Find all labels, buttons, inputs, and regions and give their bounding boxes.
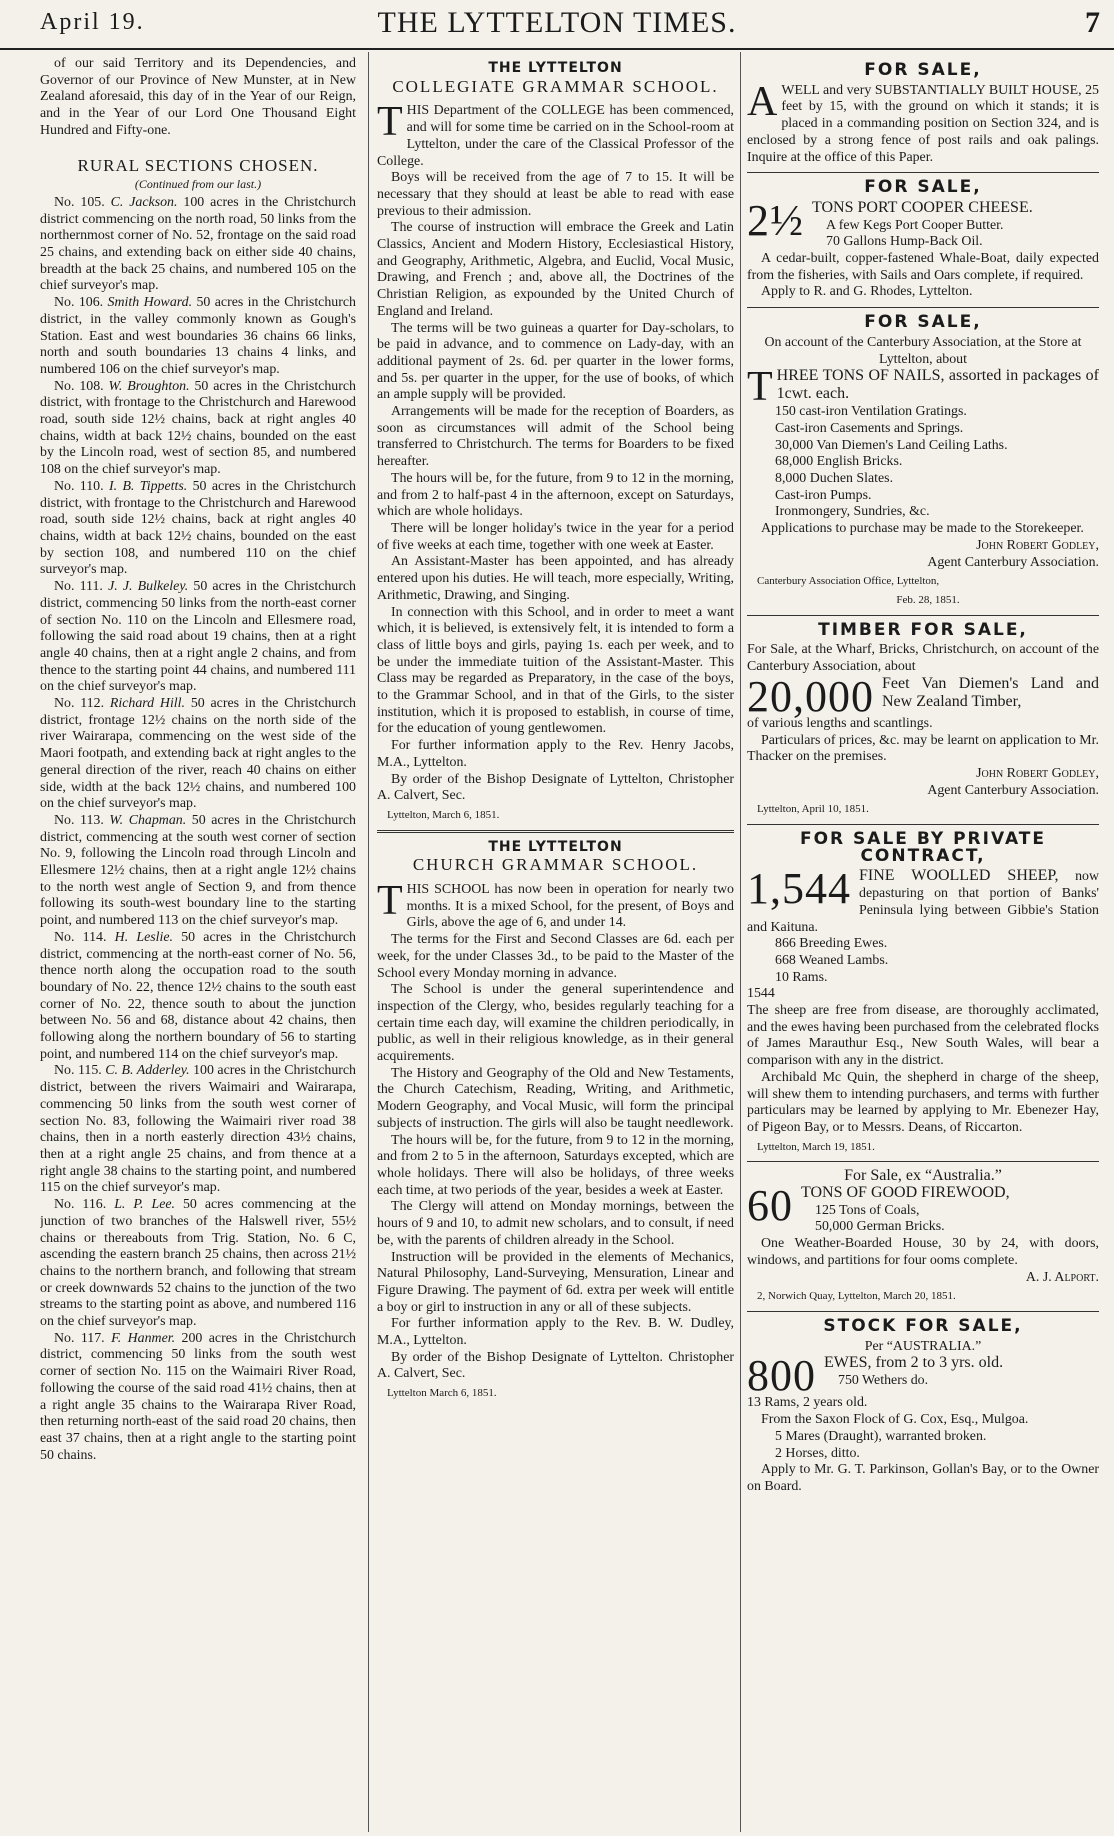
collegiate-para: By order of the Bishop Designate of Lyttelton, Christopher A. Calvert, Sec.	[377, 771, 734, 804]
collegiate-para: Arrangements will be made for the reception of Boarders, as soon as circumstances will admit of the School being transferred to Christchurch. The terms for Boarders to be fixed hereafter.	[377, 404, 734, 470]
section-owner: Richard Hill.	[109, 696, 185, 712]
column-1	[40, 56, 356, 1832]
ad-heading: For Sale, ex “Australia.”	[844, 1167, 1002, 1185]
church-para: Instruction will be provided in the elements of Mechanics, Natural Philosophy, Land-Surveying, Mensuration, Linear and Figure Drawing. The payment of 6d. extra per week will entitle a boy or girl to instruction in any or all of these subjects.	[377, 1249, 734, 1315]
ad-apply: Apply to Mr. G. T. Parkinson, Gollan's Bay, or to the Owner on Board.	[747, 1462, 1099, 1494]
section-description: 50 acres commencing at the junction of two branches of the Halswell river, 55½ chains or thereabouts from Trig. Station, No. 6 C, ascending the eastern branch 25 chains, then across 21½ chains to the northern branch, and following that stream or creek downwards 52 chains to the junction of the two streams to the starting point as above, and numbered 116 on the chief surveyor's map.	[40, 1197, 356, 1330]
church-para: HIS SCHOOL has now been in operation for nearly two months. It is a mixed School, for the present, of Boys and Girls, above the age of 6, and under 14.	[406, 882, 734, 931]
ad-text: Particulars of prices, &c. may be learnt on application to Mr. Thacker on the premises.	[747, 732, 1099, 765]
ad-item-list	[747, 936, 1099, 986]
church-para: The School is under the general superintendence and inspection of the Clergy, who, besides regularly teaching for a certain time each day, will examine the children periodically, in public, as well in their religious knowledge, as in their general acquirements.	[377, 982, 734, 1065]
rural-section-entry	[40, 813, 356, 930]
ad-date: Feb. 28, 1851.	[896, 593, 960, 606]
ad-line: 13 Rams, 2 years old.	[747, 1395, 868, 1411]
ad-text: Archibald Mc Quin, the shepherd in charge of the sheep, will shew them to intending purchasers, and terms with further particulars may be learned by applying to Mr. Ebenezer Hay, of Pigeon Bay, or to Messrs. Deans, of Riccarton.	[747, 1069, 1099, 1135]
ad-rule	[747, 172, 1099, 173]
section-number: No. 117.	[54, 1330, 105, 1346]
ad-line: HREE TONS OF NAILS, assorted in packages of 1cwt. each.	[776, 367, 1099, 402]
collegiate-para: An Assistant-Master has been appointed, and has already entered upon his duties. He will teach, more especially, Writing, Arithmetic, Drawing, and Singing.	[377, 554, 734, 603]
ad-text: The sheep are free from disease, are thoroughly acclimated, and the ewes having been purchased from the celebrated flocks of James Marauthur Esq., New South Wales, will bear a comparison with any in the district.	[747, 1003, 1099, 1069]
masthead	[0, 0, 1114, 50]
church-para: The hours will be, for the future, from 9 to 12 in the morning, and from 2 to 5 in the afternoon, Saturdays excepted, which are whole holidays. There will also be holidays, of three weeks each time, at two periods of the year, besides a week at Easter.	[377, 1132, 734, 1198]
ad-item: Ironmongery, Sundries, &c.	[775, 504, 930, 520]
column-2	[377, 56, 734, 1832]
section-description: 50 acres in the Christchurch district, commencing 50 links from the north-east corner of section No. 110 on the Lincoln and Ellesmere road, following the said road about 19 chains, then at a right angle 40 chains, then at a right angle 2 chains, and from thence to the starting point 44 chains, and numbered 111 on the chief surveyor's map.	[40, 579, 356, 695]
section-owner: I. B. Tippetts.	[108, 478, 188, 494]
section-description: 50 acres in the Christchurch district, frontage 12½ chains on the north side of the river Wairarapa, commencing on the west side of the Maori footpath, and extending back at right angles to the general direction of the river, reach 40 chains on either side, width at the back 12½ chains, and numbered 100 on the chief surveyor's map.	[40, 696, 356, 812]
proclamation-text: of our said Territory and its Dependencies, and Governor of our Province of New Munster, at in New Zealand aforesaid, this day of in the Year of our Reign, and in the Year of our Lord One Thousand Eight Hundred and Fifty-one.	[40, 56, 356, 138]
big-number: 20,000	[747, 671, 874, 721]
ad-date: Lyttelton, March 19, 1851.	[757, 1140, 875, 1153]
page-number: 7	[1085, 6, 1100, 39]
ad-item: 8,000 Duchen Slates.	[775, 471, 894, 487]
ad-date: 2, Norwich Quay, Lyttelton, March 20, 1851.	[757, 1290, 956, 1303]
ad-rule	[747, 307, 1099, 308]
ad-date: Lyttelton, April 10, 1851.	[757, 803, 869, 816]
section-number: No. 110.	[54, 478, 104, 494]
ad-rule	[747, 615, 1099, 616]
ad-text: One Weather-Boarded House, 30 by 24, with doors, windows, and partitions for four ooms complete.	[747, 1236, 1099, 1268]
ad-item: Cast-iron Casements and Springs.	[775, 420, 964, 436]
rural-section-entry	[40, 1197, 356, 1331]
section-number: No. 108.	[54, 378, 104, 394]
section-description: 100 acres in the Christchurch district commencing on the north road, 50 links from the northernmost corner of No. 52, frontage on the said road 25 chains, and extending back on either side 40 chains, breadth at the back 25 chains, and numbered 105 on the chief surveyor's map.	[40, 194, 356, 294]
ad-heading: FOR SALE,	[864, 60, 982, 80]
ad-text: A cedar-built, copper-fastened Whale-Boat, daily expected from the fisheries, with Sails and Oars complete, if required.	[747, 251, 1099, 283]
ad-apply: Applications to purchase may be made to the Storekeeper.	[761, 521, 1084, 537]
rural-section-entry	[40, 379, 356, 479]
ad-line: FINE WOOLLED SHEEP,	[859, 867, 1059, 885]
ad-item: 2 Horses, ditto.	[775, 1445, 860, 1461]
section-description: 50 acres in the Christchurch district, with frontage to the Christchurch and Harewood road, south side 12½ chains, back at right angles 40 chains, width at back 12½ chains, bounded on the east by the Lincoln road, west of section 85, and numbered 108 on the chief surveyor's map.	[40, 378, 356, 478]
section-owner: Smith Howard.	[107, 295, 193, 311]
ad-subheading: Per “AUSTRALIA.”	[864, 1338, 982, 1354]
ad-signature: Agent Canterbury Association.	[927, 554, 1099, 570]
ad-item: 30,000 Van Diemen's Land Ceiling Laths.	[775, 437, 1008, 453]
section-description: 100 acres in the Christchurch district, between the rivers Waimairi and Wairarapa, commencing 50 links from the south west corner of section No. 83, following the Waimairi river road 38 chains, then in a north easterly direction 43½ chains, then at a right angle 25 chains, and from thence at a right angle 38 chains to the starting point, and numbered 115 on the chief surveyor's map.	[40, 1063, 356, 1196]
ad-line: TONS OF GOOD FIREWOOD,	[801, 1184, 1010, 1202]
ad-item: 5 Mares (Draught), warranted broken.	[775, 1428, 987, 1444]
big-number: 2½	[747, 195, 804, 245]
collegiate-date: Lyttelton, March 6, 1851.	[387, 808, 500, 821]
collegiate-para: Boys will be received from the age of 7 to 15. It will be necessary that they should at least be able to read with ease previous to their admission.	[377, 170, 734, 219]
ad-line: 70 Gallons Hump-Back Oil.	[826, 234, 983, 250]
section-owner: W. Chapman.	[109, 812, 187, 828]
ad-item: 10 Rams.	[775, 969, 828, 985]
section-owner: C. Jackson.	[110, 194, 178, 210]
rural-section-entry	[40, 195, 356, 295]
ad-line: TONS PORT COOPER CHEESE.	[812, 198, 1033, 216]
rural-section-entry	[40, 479, 356, 579]
rural-section-entry	[40, 1063, 356, 1197]
section-number: No. 115.	[54, 1063, 102, 1079]
ad-line: EWES, from 2 to 3 yrs. old.	[824, 1354, 1004, 1372]
section-description: 50 acres in the Christchurch district, commencing at the north-east corner of No. 56, thence north along the occupation road to the south boundary of No. 22, thence 12½ chains to the south east corner of No. 22, thence south to about the junction between No. 56 and 68, distance about 42 chains, then following along the northern boundary of 56 to starting point, and numbered 114 on the chief surveyor's map.	[40, 929, 356, 1062]
drop-cap: A	[747, 78, 778, 125]
church-para: The History and Geography of the Old and New Testaments, the Church Catechism, Reading, Writing, and Arithmetic, Modern Geography, and Vocal Music, will form the principal subjects of instruction. The girls will also be taught needlework.	[377, 1065, 734, 1131]
section-owner: W. Broughton.	[108, 378, 190, 394]
collegiate-para: There will be longer holiday's twice in the year for a period of five weeks at each time, together with one week at Easter.	[377, 520, 734, 553]
ad-line: 125 Tons of Coals,	[815, 1202, 920, 1218]
collegiate-para: HIS Department of the COLLEGE has been commenced, and will for some time be carried on in the School-room at Lyttelton, under the care of the Classical Professor of the College.	[377, 103, 734, 169]
ad-item: 68,000 English Bricks.	[775, 454, 903, 470]
ad-heading: FOR SALE,	[864, 177, 982, 198]
collegiate-para: The course of instruction will embrace the Greek and Latin Classics, Ancient and Modern History, Ecclesiastical History, and Geography, Arithmetic, Algebra, and Euclid, Vocal Music, Drawing, and French ; and, above all, the Doctrines of the Christian Religion, as expounded by the United Church of England and Ireland.	[377, 220, 734, 319]
rural-sections-title: RURAL SECTIONS CHOSEN.	[77, 155, 319, 175]
ad-line: now depasturing on that portion of Banks' Peninsula lying between Gibbie's Station and Kaituna.	[747, 869, 1099, 935]
ad-apply: Apply to R. and G. Rhodes, Lyttelton.	[761, 284, 973, 300]
ad-intro: For Sale, at the Wharf, Bricks, Christchurch, on account of the Canterbury Association, about	[747, 642, 1099, 675]
rural-section-entry	[40, 930, 356, 1064]
ad-line: 50,000 German Bricks.	[815, 1219, 945, 1235]
ad-rule	[747, 1311, 1099, 1312]
rural-section-entry	[40, 696, 356, 813]
section-description: 50 acres in the Christchurch district, with frontage to the Christchurch and Harewood road, south side 12½ chains, back at right angles 40 chains, width at back 12½ chains, bounded on the east by section 108, and numbered 110 on the chief surveyor's map.	[40, 478, 356, 578]
ad-heading: FOR SALE BY PRIVATE CONTRACT,	[799, 829, 1047, 866]
section-owner: F. Hanmer.	[111, 1330, 176, 1346]
rural-section-entry	[40, 295, 356, 379]
church-date: Lyttelton March 6, 1851.	[387, 1387, 497, 1400]
church-para: The Clergy will attend on Monday mornings, between the hours of 9 and 10, to admit new scholars, and to consult, if need be, with the parents of children already in the School.	[377, 1199, 734, 1248]
section-number: No. 106.	[54, 295, 104, 311]
church-title: CHURCH GRAMMAR SCHOOL.	[412, 855, 699, 875]
collegiate-para: The hours will be, for the future, from 9 to 12 in the morning, and from 2 to half-past 4 in the afternoon, except on Saturdays, which are whole holidays.	[377, 470, 734, 520]
ad-signature: John Robert Godley,	[976, 537, 1099, 553]
church-pretitle: THE LYTTELTON	[488, 838, 623, 855]
collegiate-para: For further information apply to the Rev. Henry Jacobs, M.A., Lyttelton.	[377, 738, 734, 770]
section-number: No. 114.	[54, 929, 107, 945]
ad-heading: STOCK FOR SALE,	[823, 1316, 1023, 1336]
big-number: 800	[747, 1351, 816, 1401]
column-3	[747, 56, 1099, 1832]
collegiate-pretitle: THE LYTTELTON	[488, 60, 623, 76]
rural-section-entry	[40, 1331, 356, 1465]
ad-item-list	[747, 404, 1099, 521]
ad-line: of various lengths and scantlings.	[747, 715, 933, 731]
ad-item: 150 cast-iron Ventilation Gratings.	[775, 404, 967, 420]
ad-item: 866 Breeding Ewes.	[775, 936, 888, 952]
section-owner: C. B. Adderley.	[105, 1063, 190, 1079]
drop-cap: T	[377, 878, 403, 925]
ad-heading: TIMBER FOR SALE,	[818, 619, 1028, 640]
collegiate-para: In connection with this School, and in order to meet a want which, it is believed, is extensively felt, it is intended to form a class of little boys and girls, paying 1s. each per week, and to be under the immediate tuition of the Assistant-Master. This Class may be regarded as Preparatory, in the case of the boys, to the Grammar School, and in that of the Girls, to the sister institution, which it is proposed to establish, in course of time, for the education of young gentlewomen.	[377, 604, 734, 737]
column-divider	[740, 52, 741, 1832]
section-number: No. 111.	[54, 579, 103, 595]
collegiate-para: The terms will be two guineas a quarter for Day-scholars, to be paid in advance, and to commence on Lady-day, with an additional payment of 2s. 6d. per quarter in the lower forms, and 5s. per quarter in the upper, for the use of books, of which an ample supply will be provided.	[377, 320, 734, 403]
section-description: 50 acres in the Christchurch district, commencing at the south west corner of section No. 9, following the Lincoln road through Lincoln and Ellesmere 12½ chains, then at a right angle 12½ chains to the north west angle of Section 9, and from thence following its south-west boundary line to the starting point, and numbered 113 on the chief surveyor's map.	[40, 812, 356, 929]
ad-signature: John Robert Godley,	[976, 765, 1099, 781]
ad-office: Canterbury Association Office, Lyttelton,	[757, 575, 940, 588]
column-divider	[368, 52, 369, 1832]
issue-date: April 19.	[40, 9, 145, 35]
ad-item: 668 Weaned Lambs.	[775, 952, 889, 968]
big-number: 1,544	[747, 864, 851, 914]
rural-sections-subtitle: (Continued from our last.)	[134, 177, 262, 192]
ad-signature: Agent Canterbury Association.	[927, 782, 1099, 798]
section-number: No. 113.	[54, 812, 104, 828]
section-number: No. 105.	[54, 194, 105, 210]
church-para: For further information apply to the Rev. B. W. Dudley, M.A., Lyttelton.	[377, 1316, 734, 1349]
section-owner: H. Leslie.	[114, 929, 174, 945]
ad-line: 750 Wethers do.	[838, 1373, 929, 1389]
ad-text: WELL and very SUBSTANTIALLY BUILT HOUSE, 25 feet by 15, with the ground on which it stands; it is placed in a commanding position on Section 324, and is enclosed by a strong fence of post rails and oak palings. Inquire at the office of this Paper.	[747, 82, 1099, 165]
section-description: 50 acres in the Christchurch district, in the valley commonly known as Gough's Station. East and west boundaries 36 chains 66 links, north and south boundaries 13 chains 4 links, and numbered 106 on the chief surveyor's map.	[40, 295, 356, 377]
ad-item-list	[747, 1429, 1099, 1462]
ad-total: 1544	[747, 986, 775, 1002]
section-number: No. 116.	[54, 1197, 107, 1213]
section-rule	[377, 830, 734, 833]
collegiate-title: COLLEGIATE GRAMMAR SCHOOL.	[392, 76, 719, 96]
ad-item: Cast-iron Pumps.	[775, 487, 872, 503]
section-owner: J. J. Bulkeley.	[108, 579, 189, 595]
section-owner: L. P. Lee.	[114, 1197, 176, 1213]
ad-intro: On account of the Canterbury Association, at the Store at Lyttelton, about	[764, 334, 1082, 367]
drop-cap: T	[747, 364, 773, 411]
rural-section-entry	[40, 579, 356, 696]
ad-rule	[747, 1161, 1099, 1162]
rural-sections-list	[40, 195, 356, 1464]
newspaper-title: THE LYTTELTON TIMES.	[377, 6, 737, 39]
drop-cap: T	[377, 99, 403, 146]
section-description: 200 acres in the Christchurch district, commencing 50 links from the south west corner of section No. 115 on the Waimairi River Road, following the course of the said road 41½ chains, then at a right angle 35 chains to the Wairarapa River Road, then returning north-east of the said road 20 chains, then east 37 chains, then at a right angle to the starting point 50 chains.	[40, 1330, 356, 1463]
ad-signature: A. J. Alport.	[1025, 1269, 1099, 1285]
church-para: The terms for the First and Second Classes are 6d. each per week, for the under Classes 3d., to be paid to the Master of the School every Monday morning in advance.	[377, 932, 734, 981]
church-para: By order of the Bishop Designate of Lyttelton. Christopher A. Calvert, Sec.	[377, 1349, 734, 1382]
ad-line: A few Kegs Port Cooper Butter.	[826, 217, 1004, 233]
ad-heading: FOR SALE,	[864, 312, 982, 333]
section-number: No. 112.	[54, 696, 105, 712]
ad-line: Feet Van Diemen's Land and New Zealand Timber,	[882, 674, 1099, 710]
ad-text: From the Saxon Flock of G. Cox, Esq., Mulgoa.	[761, 1412, 1029, 1428]
big-number: 60	[747, 1181, 793, 1231]
ad-rule	[747, 824, 1099, 825]
